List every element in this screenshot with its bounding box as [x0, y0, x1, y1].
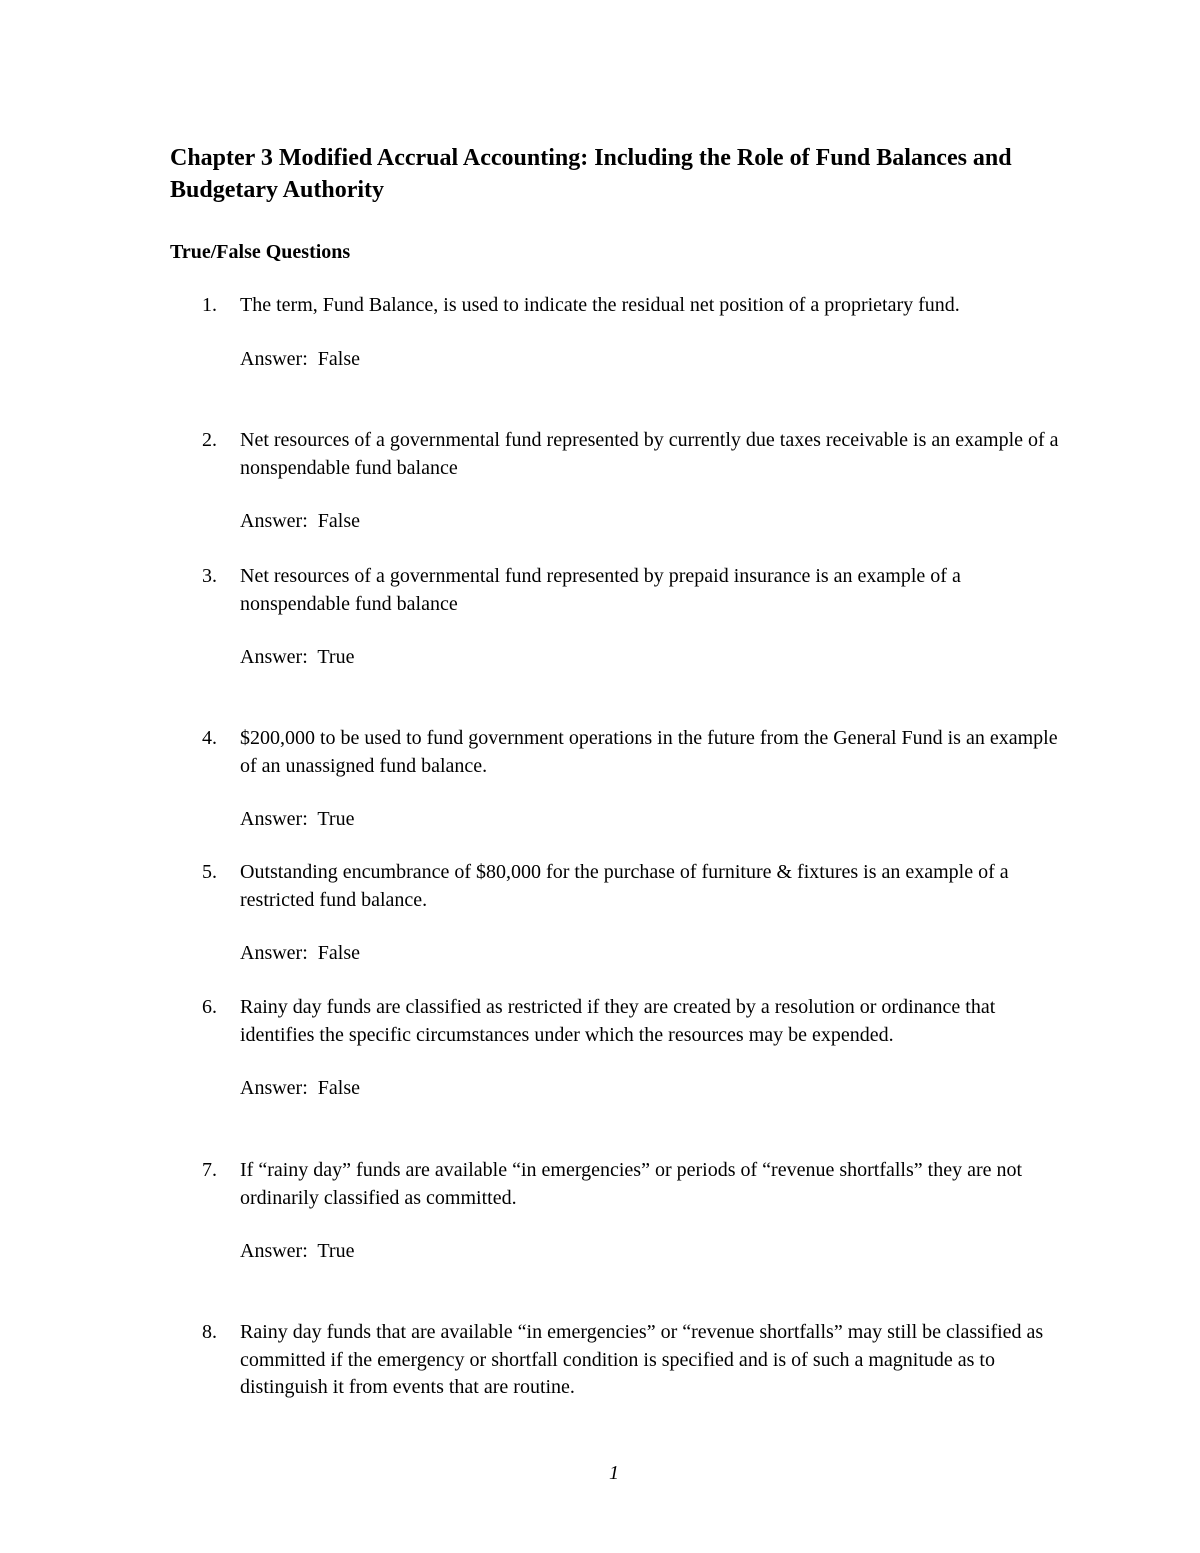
question-answer: Answer: False [240, 347, 360, 370]
question-5 [170, 859, 1070, 968]
question-3 [170, 563, 1070, 672]
question-text: $200,000 to be used to fund government operations in the future from the General Fund is an example of an unassigned fund balance. [240, 727, 1058, 777]
question-number: 5. [202, 861, 217, 883]
question-text: Rainy day funds are classified as restricted if they are created by a resolution or ordinance that identifies the specific circumstances under which the resources may be expended. [240, 996, 996, 1046]
question-text: Net resources of a governmental fund represented by prepaid insurance is an example of a nonspendable fund balance [240, 565, 961, 615]
question-number: 3. [202, 565, 217, 587]
question-text: Net resources of a governmental fund represented by currently due taxes receivable is an example of a nonspendable fund balance [240, 429, 1059, 479]
question-answer: Answer: False [240, 1077, 360, 1099]
question-2 [170, 427, 1070, 536]
question-number: 1. [202, 294, 217, 316]
question-text: If “rainy day” funds are available “in emergencies” or periods of “revenue shortfalls” they are not ordinarily classified as committed. [240, 1159, 1023, 1209]
question-8 [170, 1319, 1070, 1402]
chapter-title: Chapter 3 Modified Accrual Accounting: Including the Role of Fund Balances and Budgetary Authority [170, 145, 1012, 203]
question-4 [170, 725, 1070, 834]
question-text: The term, Fund Balance, is used to indicate the residual net position of a proprietary fund. [240, 294, 960, 316]
page-number: 1 [609, 1462, 619, 1484]
question-number: 8. [202, 1321, 217, 1343]
question-answer: Answer: True [240, 1240, 355, 1262]
question-text: Outstanding encumbrance of $80,000 for the purchase of furniture & fixtures is an example of a restricted fund balance. [240, 861, 1009, 911]
question-answer: Answer: True [240, 646, 355, 668]
question-number: 6. [202, 996, 217, 1018]
question-number: 2. [202, 429, 217, 451]
question-number: 4. [202, 727, 217, 749]
question-6 [170, 994, 1070, 1103]
question-answer: Answer: True [240, 808, 355, 830]
question-text: Rainy day funds that are available “in emergencies” or “revenue shortfalls” may still be classified as committed if the emergency or shortfall condition is specified and is of such a magnitude as to distinguish it from events that are routine. [240, 1321, 1044, 1398]
question-answer: Answer: False [240, 510, 360, 532]
question-1 [170, 292, 1070, 373]
question-answer: Answer: False [240, 942, 360, 964]
section-heading: True/False Questions [170, 241, 351, 263]
question-number: 7. [202, 1159, 217, 1181]
question-7 [170, 1157, 1070, 1266]
